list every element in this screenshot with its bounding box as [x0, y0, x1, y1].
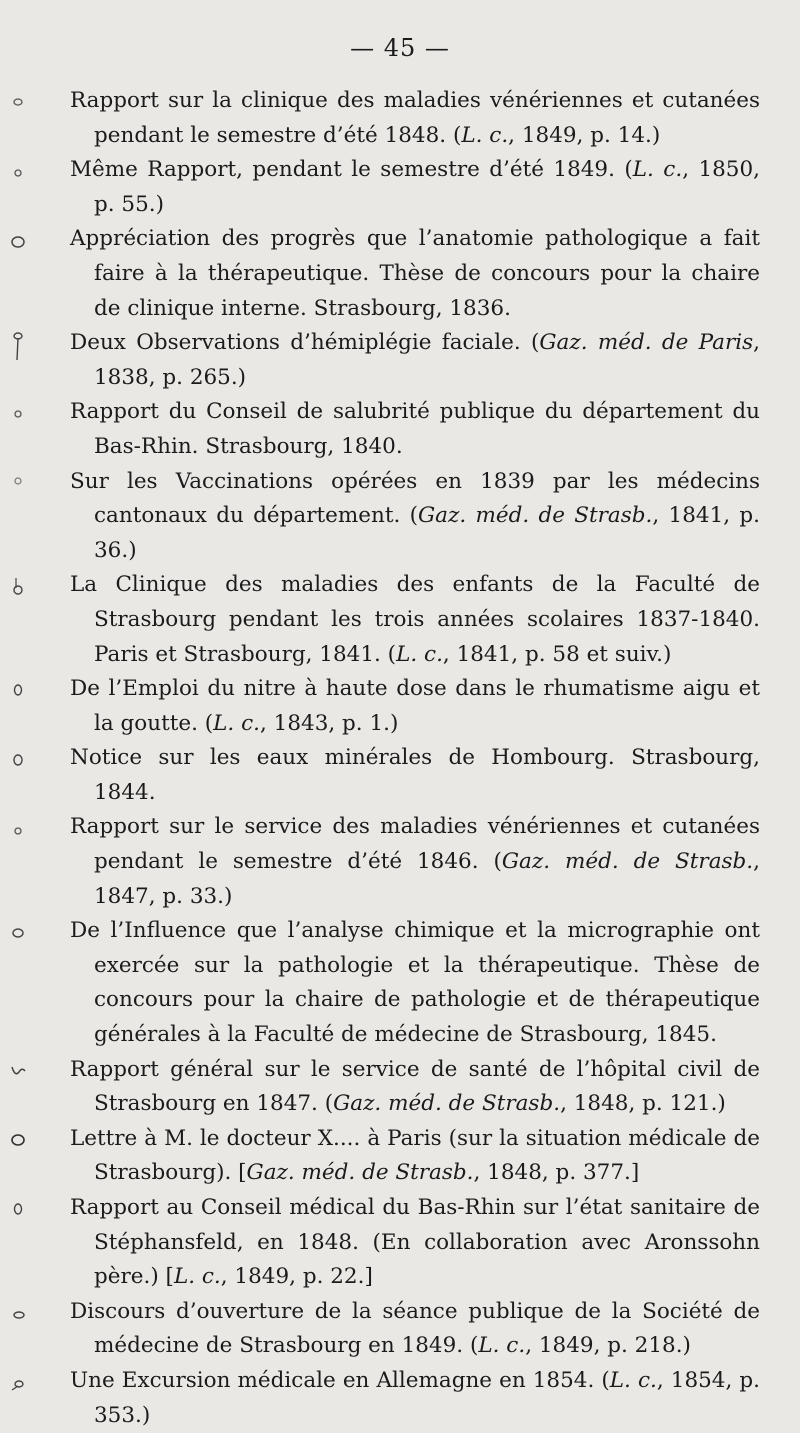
entry-text: Sur les Vaccinations opérées en 1839 par les médecins cantonaux du département. (: [70, 468, 760, 529]
entry-reference: , 1847, p. 33.): [94, 849, 760, 909]
entry-text: Notice sur les eaux minérales de Hombourg. Strasbourg, 1844.: [70, 745, 760, 805]
bibliography-entry: [70, 84, 760, 153]
entry-text: Rapport général sur le service de santé de l’hôpital civil de Strasbourg en 1847. (: [70, 1056, 760, 1117]
entry-citation: L. c.: [632, 157, 683, 183]
pencil-mark-icon: [34, 568, 50, 602]
entry-citation: L. c.: [213, 710, 260, 736]
entry-reference: , 1854, p. 353.): [94, 1367, 761, 1428]
entry-reference: , 1848, p. 377.]: [473, 1160, 640, 1186]
pencil-mark-icon: [34, 84, 50, 118]
pencil-mark-icon: [34, 1122, 50, 1156]
entry-citation: Gaz. méd. de Strasb.: [418, 503, 653, 529]
entry-citation: L. c.: [609, 1367, 657, 1393]
entry-citation: L. c.: [478, 1333, 526, 1359]
bibliography-entry: [70, 465, 760, 569]
entry-reference: , 1849, p. 14.): [508, 122, 661, 148]
bibliography-entry: [70, 672, 760, 741]
entry-citation: Gaz. méd. de Strasb.: [333, 1091, 561, 1117]
entry-reference: , 1848, p. 121.): [560, 1091, 726, 1117]
pencil-mark-icon: [34, 326, 50, 360]
pencil-mark-icon: [34, 1053, 50, 1087]
bibliography-entry: [70, 568, 760, 672]
entry-citation: L. c.: [396, 641, 443, 667]
pencil-mark-icon: [34, 153, 50, 187]
entry-citation: Gaz. méd. de Strasb.: [501, 849, 754, 875]
entry-reference: , 1843, p. 1.): [259, 710, 399, 736]
page-number: — 45 —: [350, 34, 450, 62]
bibliography-entry: [70, 222, 760, 326]
entry-text: Rapport du Conseil de salubrité publique du département du Bas-Rhin. Strasbourg, 1840.: [70, 399, 760, 459]
entry-reference: , 1850, p. 55.): [94, 157, 761, 217]
pencil-mark-icon: [34, 465, 50, 499]
entry-text: Lettre à M. le docteur X.... à Paris (sur la situation médicale de Strasbourg). [: [70, 1125, 760, 1186]
bibliography-entry: [70, 1122, 760, 1191]
bibliography-entry: [70, 914, 760, 1052]
entry-text: Appréciation des progrès que l’anatomie pathologique a fait faire à la thérapeutique. Thèse de concours pour la chaire de clinique interne. Strasbourg, 1836.: [70, 226, 760, 321]
entry-reference: , 1841, p. 36.): [94, 503, 760, 563]
bibliography-entry: [70, 810, 760, 914]
entry-citation: Gaz. méd. de Strasb.: [246, 1160, 474, 1186]
entry-text: De l’Influence que l’analyse chimique et la micrographie ont exercée sur la pathologie et la thérapeutique. Thèse de concours pour la chaire de pathologie et de thérapeutique générales à la Faculté de médecine de Strasbourg, 1845.: [70, 918, 760, 1048]
pencil-mark-icon: [34, 1295, 50, 1329]
entry-text: Une Excursion médicale en Allemagne en 1854. (: [70, 1367, 610, 1393]
entry-text: Rapport sur la clinique des maladies vénériennes et cutanées pendant le semestre d’été 1848. (: [70, 88, 760, 148]
pencil-mark-icon: [34, 222, 50, 256]
bibliography-entry: [70, 1364, 760, 1433]
bibliography-entry: [70, 741, 760, 810]
entry-citation: L. c.: [173, 1264, 221, 1290]
entry-reference: , 1841, p. 58 et suiv.): [442, 641, 672, 667]
bibliography-entry: [70, 326, 760, 395]
bibliography-list: [70, 84, 760, 1433]
pencil-mark-icon: [34, 810, 50, 844]
entry-citation: Gaz. méd. de Paris: [539, 330, 754, 356]
entry-text: Deux Observations d’hémiplégie faciale. (: [70, 330, 540, 356]
entry-citation: L. c.: [461, 122, 509, 148]
pencil-mark-icon: [34, 672, 50, 706]
entry-reference: , 1849, p. 218.): [525, 1333, 691, 1359]
bibliography-entry: [70, 1053, 760, 1122]
entry-text: Rapport au Conseil médical du Bas-Rhin sur l’état sanitaire de Stéphansfeld, en 1848. (En collaboration avec Aronssohn père.) [: [70, 1195, 760, 1290]
entry-reference: , 1838, p. 265.): [94, 330, 760, 390]
pencil-mark-icon: [34, 741, 50, 775]
entry-text: Rapport sur le service des maladies vénériennes et cutanées pendant le semestre d’été 1846. (: [70, 814, 760, 875]
bibliography-entry: [70, 153, 760, 222]
bibliography-entry: [70, 1295, 760, 1364]
pencil-mark-icon: [34, 1191, 50, 1225]
entry-reference: , 1849, p. 22.]: [220, 1264, 373, 1290]
entry-text: Discours d’ouverture de la séance publique de la Société de médecine de Strasbourg en 1849. (: [70, 1298, 760, 1359]
entry-text: De l’Emploi du nitre à haute dose dans le rhumatisme aigu et la goutte. (: [70, 676, 760, 736]
entry-text: La Clinique des maladies des enfants de la Faculté de Strasbourg pendant les trois années scolaires 1837-1840. Paris et Strasbourg, 1841. (: [70, 572, 760, 667]
bibliography-entry: [70, 395, 760, 464]
bibliography-entry: [70, 1191, 760, 1295]
pencil-mark-icon: [34, 1364, 50, 1398]
entry-text: Même Rapport, pendant le semestre d’été 1849. (: [70, 157, 633, 183]
pencil-mark-icon: [34, 395, 50, 429]
pencil-mark-icon: [34, 914, 50, 948]
